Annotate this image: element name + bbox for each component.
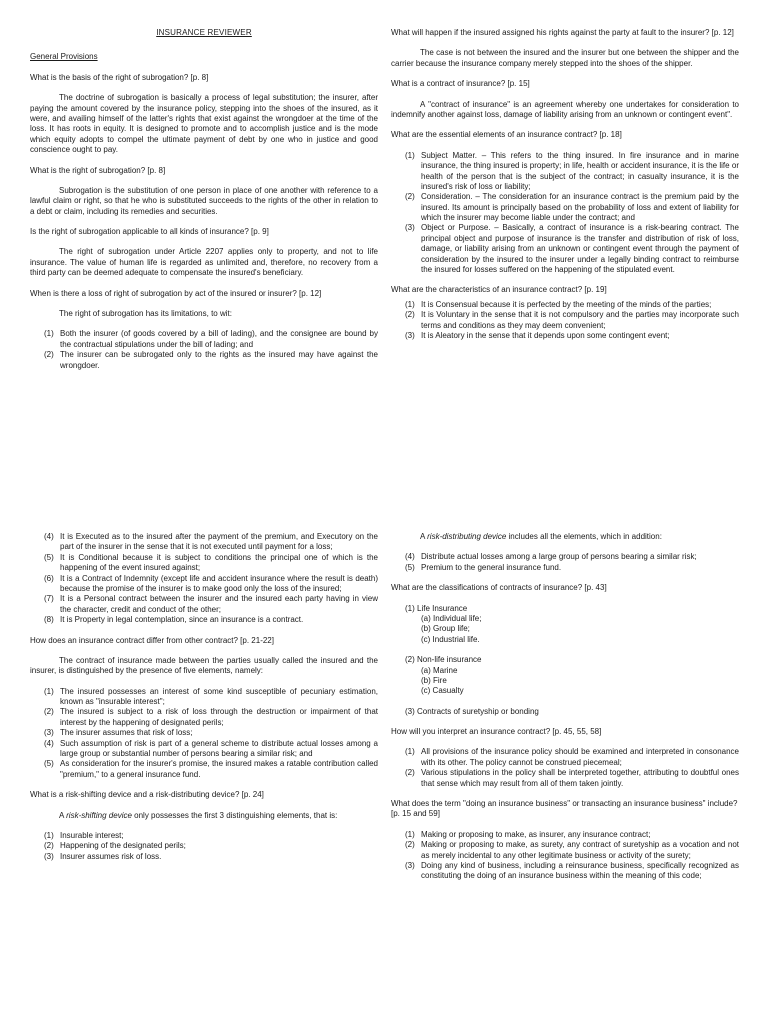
question: What does the term "doing an insurance business" or transacting an insurance business" include? [p. 15 and 59] [391, 799, 738, 819]
question: What will happen if the insured assigned his rights against the party at fault to the insurer? [p. 12] [391, 28, 734, 37]
column-top-right [391, 28, 739, 351]
list-item: (1) Subject Matter. – This refers to the thing insured. In fire insurance and in marine insurance, the thing insured is property; in life, health or accident insurance, it is the life or health of the person that is the subject of the contract; in casualty insurance, it is the insured's risk of loss or liability; [405, 150, 739, 191]
list-item: (b) Fire [421, 675, 447, 685]
list-item: (5) It is Conditional because it is subject to conditions the principal one of which is the happening of the event insured against; [44, 552, 378, 573]
classification-list [391, 707, 739, 717]
question: What is the basis of the right of subrogation? [p. 8] [30, 72, 209, 82]
list-item: (3) Insurer assumes risk of loss. [44, 851, 162, 861]
classification-list [391, 604, 739, 646]
list-item: (1) Both the insurer (of goods covered by a bill of lading), and the consignee are bound by the contractual stipulations under the bill of lading; and [44, 329, 378, 349]
question: What are the classifications of contracts of insurance? [p. 43] [391, 583, 607, 593]
list-item: (1) All provisions of the insurance policy should be examined and interpreted in consonance with its other. The policy cannot be construed piecemeal; [405, 747, 739, 767]
answer-paragraph: Subrogation is the substitution of one person in place of one another with reference to a lawful claim or right, so that he who is substituted succeeds to the rights of the other in relation to a debt or claim, including its remedies and securities. [30, 185, 378, 216]
list-item: (7) It is a Personal contract between the insurer and the insured each party having in view the character, credit and conduct of the other; [44, 594, 378, 614]
list-item: (1) Insurable interest; [44, 830, 124, 840]
answer-paragraph: The case is not between the insured and the insurer but one between the shipper and the carrier because the insurance company merely stepped into the shoes of the shipper. [391, 48, 739, 68]
list-item: (a) Individual life; [421, 613, 482, 623]
column-bottom-left [30, 532, 378, 872]
list-item: (2) The insured is subject to a risk of loss through the destruction or impairment of that interest by the happening of designated perils; [44, 707, 378, 727]
term-risk-shifting: risk-shifting device [66, 810, 132, 820]
numbered-list [30, 687, 378, 781]
question: What are the characteristics of an insurance contract? [p. 19] [391, 285, 607, 295]
list-item: (3) Doing any kind of business, including a reinsurance business, specifically recognized as constituting the doing of an insurance business within the meaning of this code; [405, 860, 739, 881]
answer-paragraph: A "contract of insurance" is an agreement whereby one undertakes for consideration to indemnify another against loss, damage of liability arising from an unknown or contingent event". [391, 99, 739, 119]
list-item: (4) Distribute actual losses among a large group of persons bearing a similar risk; [405, 552, 697, 562]
list-item: (2) Various stipulations in the policy shall be interpreted together, attributing to doubtful ones that sense which may result from all of them taken jointly. [405, 768, 739, 788]
list-item: (c) Casualty [421, 686, 464, 696]
list-item: (2) It is Voluntary in the sense that it is not compulsory and the parties may incorporate such terms and conditions as they may deem convenient; [405, 310, 739, 330]
list-item: (3) Contracts of suretyship or bonding [405, 706, 539, 716]
section-heading: General Provisions [30, 52, 98, 62]
answer-paragraph: A risk-shifting device only possesses the first 3 distinguishing elements, that is: [59, 810, 338, 820]
question: How will you interpret an insurance contract? [p. 45, 55, 58] [391, 727, 602, 737]
list-item: (2) Happening of the designated perils; [44, 841, 186, 851]
list-item: (c) Industrial life. [421, 634, 480, 644]
numbered-list [391, 300, 739, 342]
list-item: (1) The insured possesses an interest of some kind susceptible of pecuniary estimation, known as "insurable interest"; [44, 686, 378, 707]
list-item: (1) It is Consensual because it is perfected by the meeting of the minds of the parties; [405, 299, 712, 309]
list-item: (4) Such assumption of risk is part of a general scheme to distribute actual losses among a large group or substantial number of persons bearing a similar risk; and [44, 738, 378, 759]
list-item: (8) It is Property in legal contemplation, since an insurance is a contract. [44, 615, 304, 625]
numbered-list [30, 329, 378, 371]
answer-paragraph: The right of subrogation has its limitations, to wit: [59, 309, 232, 319]
question: Is the right of subrogation applicable to all kinds of insurance? [p. 9] [30, 227, 269, 237]
question: What is a risk-shifting device and a risk-distributing device? [p. 24] [30, 790, 264, 800]
term-risk-distributing: risk-distributing device [427, 532, 507, 541]
document-title: INSURANCE REVIEWER [156, 28, 252, 37]
question: What is a contract of insurance? [p. 15] [391, 79, 530, 89]
list-item: (1) Life Insurance [405, 603, 468, 613]
list-item: (b) Group life; [421, 624, 470, 634]
list-item: (4) It is Executed as to the insured after the payment of the premium, and Executory on the part of the insurer in the sense that it is not executed until payment for a loss; [44, 532, 378, 552]
numbered-list [391, 552, 739, 573]
numbered-list [30, 532, 378, 626]
list-item: (3) It is Aleatory in the sense that it depends upon some contingent event; [405, 330, 670, 340]
list-item: (a) Marine [421, 665, 458, 675]
list-item: (2) Non-life insurance [405, 655, 482, 665]
list-item: (2) Consideration. – The consideration for an insurance contract is the premium paid by the insured. Its amount is principally based on the probability of loss and extent of liability for which the insurer may become liable under the contract; and [405, 192, 739, 223]
list-item: (2) The insurer can be subrogated only to the rights as the insured may have against the wrongdoer. [44, 350, 378, 370]
answer-paragraph: The doctrine of subrogation is basically a process of legal substitution; the insurer, after paying the amount covered by the insurance policy, stepping into the shoes of the insured, as it were, and availing himself of the latter's rights that exist against the wrongdoer at the time of the loss. It has roots in equity. It is designed to promote and to accomplish justice and is the mode which equity adopts to compel the ultimate payment of debt by one who in justice and good conscience ought to pay. [30, 93, 378, 155]
list-item: (5) As consideration for the insurer's promise, the insured makes a ratable contribution called "premium," to a general insurance fund. [44, 759, 378, 779]
answer-paragraph: The right of subrogation under Article 2207 applies only to property, and not to life insurance. The value of human life is regarded as unlimited and, therefore, no recovery from a third party can be deemed adequate to compensate the insured's beneficiary. [30, 247, 378, 278]
question: How does an insurance contract differ from other contract? [p. 21-22] [30, 635, 274, 645]
numbered-list [391, 747, 739, 789]
list-item: (3) Object or Purpose. – Basically, a contract of insurance is a risk-bearing contract. The principal object and purpose of insurance is the transfer and distribution of risk of loss, damage, or liability arising from an unknown or contingent event through the payment of consideration by the insured to the insurer under a legally binding contract to reimburse the insured for losses suffered on the happening of the stipulated event. [405, 223, 739, 275]
classification-list [391, 655, 739, 697]
column-top-left [30, 28, 378, 381]
question: What are the essential elements of an insurance contract? [p. 18] [391, 130, 622, 140]
list-item: (3) The insurer assumes that risk of loss; [44, 728, 193, 738]
list-item: (1) Making or proposing to make, as insurer, any insurance contract; [405, 829, 651, 839]
list-item: (5) Premium to the general insurance fund. [405, 562, 562, 572]
list-item: (6) It is a Contract of Indemnity (except life and accident insurance where the result is death) because the promise of the insurer is to make good only the loss of the insured; [44, 573, 378, 593]
numbered-list [391, 151, 739, 276]
question: When is there a loss of right of subrogation by act of the insured or insurer? [p. 12] [30, 288, 322, 298]
answer-paragraph: A risk-distributing device includes all the elements, which in addition: [420, 532, 662, 541]
question: What is the right of subrogation? [p. 8] [30, 165, 166, 175]
column-bottom-right [391, 532, 739, 892]
list-item: (2) Making or proposing to make, as surety, any contract of suretyship as a vocation and not as merely incidental to any other legitimate business or activity of the surety; [405, 840, 739, 860]
answer-paragraph: The contract of insurance made between the parties usually called the insured and the insurer, is distinguished by the presence of five elements, namely: [30, 655, 378, 676]
numbered-list [30, 831, 378, 862]
numbered-list [391, 830, 739, 882]
